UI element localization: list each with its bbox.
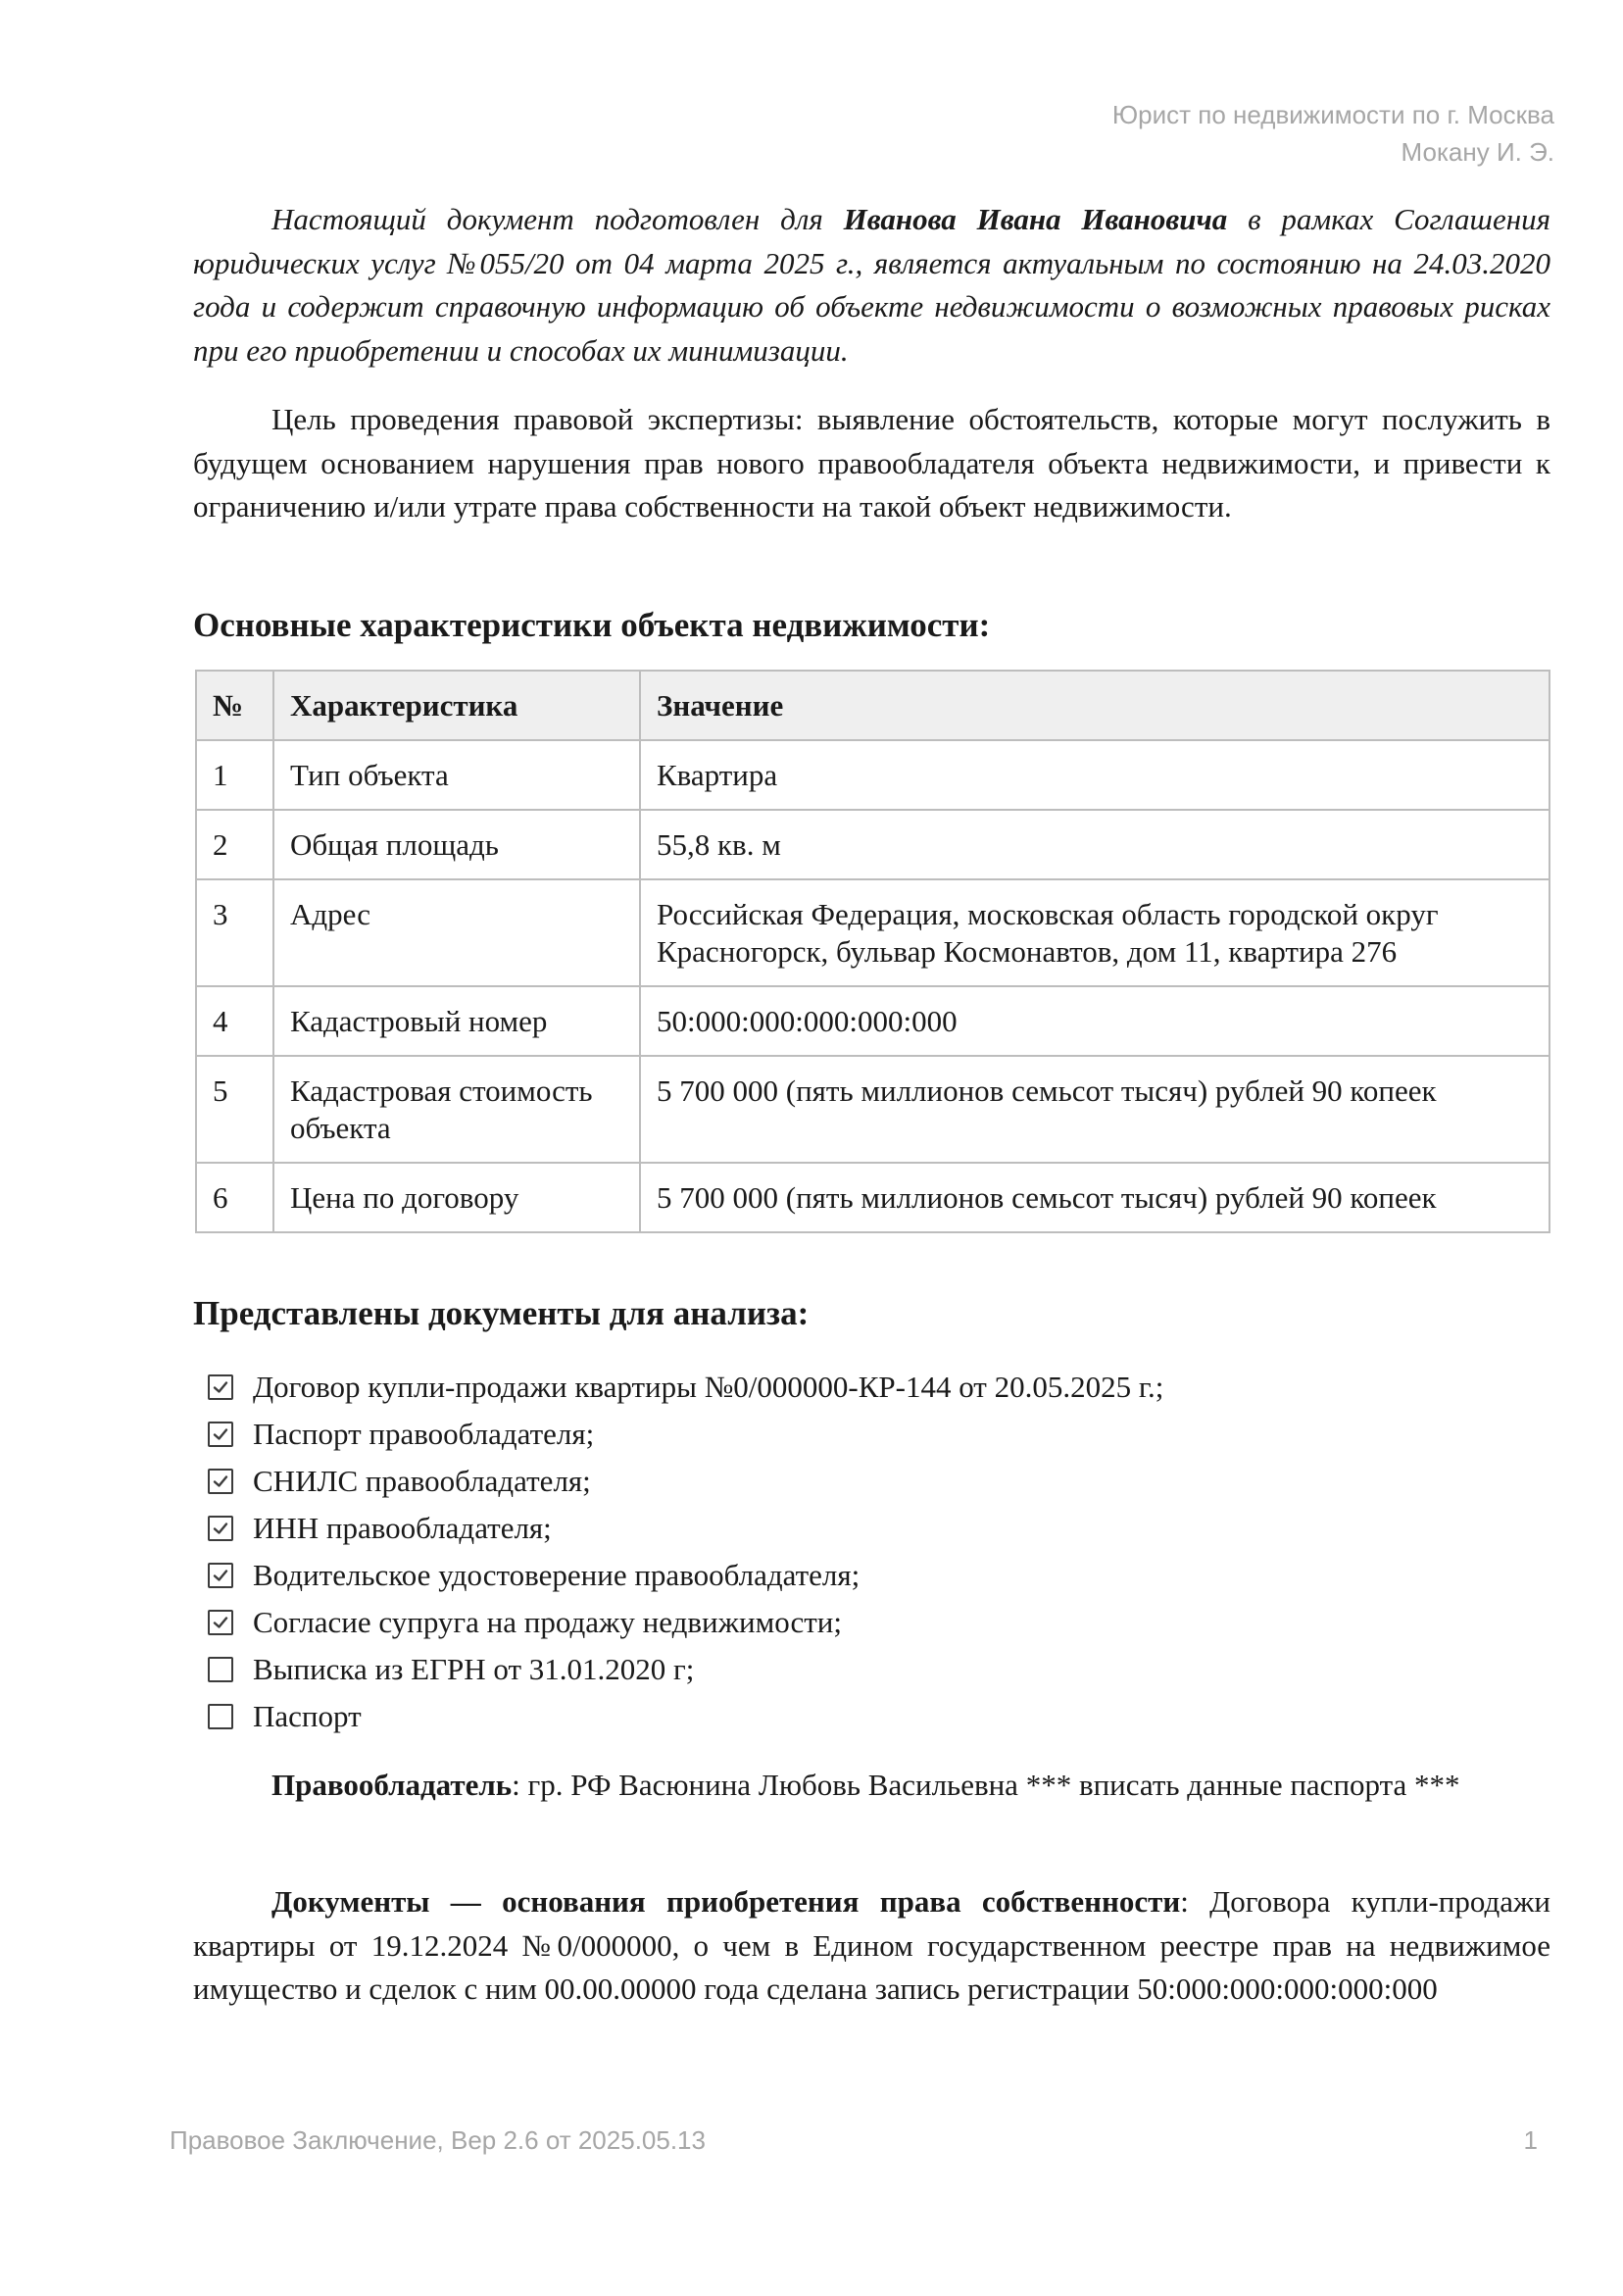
- table-row: [196, 1163, 1549, 1232]
- ownership-basis-label: Документы — основания приобретения права собственности: [271, 1884, 1181, 1919]
- cell-value: Российская Федерация, московская область городской округ Красногорск, бульвар Космонавтов, дом 11, квартира 276: [640, 879, 1549, 986]
- checkbox-checked-icon[interactable]: [208, 1563, 233, 1588]
- checklist-item-label: Договор купли-продажи квартиры №0/000000-КР-144 от 20.05.2025 г.;: [253, 1370, 1164, 1404]
- header-line-2: Мокану И. Э.: [1401, 137, 1554, 167]
- cell-value: 5 700 000 (пять миллионов семьсот тысяч) рублей 90 копеек: [640, 1163, 1549, 1232]
- documents-checklist: [208, 1364, 1163, 1740]
- cell-value: Квартира: [640, 740, 1549, 810]
- section-title-documents: Представлены документы для анализа:: [193, 1294, 810, 1332]
- intro-text-before: Настоящий документ подготовлен для: [271, 202, 844, 236]
- client-name: Иванова Ивана Ивановича: [843, 202, 1228, 236]
- section-title-characteristics: Основные характеристики объекта недвижимости:: [193, 606, 991, 644]
- property-characteristics-table: [195, 670, 1550, 1233]
- checklist-item: [208, 1364, 1163, 1411]
- table-row: [196, 879, 1549, 986]
- table-row: [196, 740, 1549, 810]
- table-row: [196, 810, 1549, 879]
- checkbox-unchecked-icon[interactable]: [208, 1704, 233, 1729]
- checklist-item: [208, 1599, 1163, 1646]
- checkbox-checked-icon[interactable]: [208, 1516, 233, 1541]
- goal-paragraph: Цель проведения правовой экспертизы: выявление обстоятельств, которые могут послужить в будущем основанием нарушения прав нового правообладателя объекта недвижимости, и привести к ограничению и/или утрате права собственности на такой объект недвижимости.: [193, 402, 1550, 524]
- owner-paragraph: [193, 1764, 1550, 1808]
- cell-characteristic: Кадастровый номер: [273, 986, 640, 1056]
- page-number: 1: [1523, 2125, 1538, 2155]
- cell-characteristic: Тип объекта: [273, 740, 640, 810]
- column-header-characteristic: Характеристика: [273, 671, 640, 740]
- checklist-item: [208, 1693, 1163, 1740]
- table-row: [196, 986, 1549, 1056]
- checkbox-checked-icon[interactable]: [208, 1374, 233, 1400]
- table-header-row: [196, 671, 1549, 740]
- cell-number: 2: [196, 810, 273, 879]
- checklist-item-label: Паспорт: [253, 1699, 362, 1733]
- column-header-value: Значение: [640, 671, 1549, 740]
- ownership-basis-paragraph: [193, 1880, 1550, 2012]
- cell-value: 55,8 кв. м: [640, 810, 1549, 879]
- checkbox-unchecked-icon[interactable]: [208, 1657, 233, 1682]
- page-header: [672, 96, 1554, 171]
- column-header-number: №: [196, 671, 273, 740]
- checklist-item: [208, 1411, 1163, 1458]
- cell-characteristic: Общая площадь: [273, 810, 640, 879]
- checkbox-checked-icon[interactable]: [208, 1422, 233, 1447]
- cell-characteristic: Цена по договору: [273, 1163, 640, 1232]
- checklist-item: [208, 1646, 1163, 1693]
- checklist-item-label: Паспорт правообладателя;: [253, 1417, 595, 1451]
- cell-characteristic: Адрес: [273, 879, 640, 986]
- cell-number: 3: [196, 879, 273, 986]
- checklist-item-label: СНИЛС правообладателя;: [253, 1464, 591, 1498]
- checklist-item-label: ИНН правообладателя;: [253, 1511, 552, 1545]
- header-line-1: Юрист по недвижимости по г. Москва: [1111, 100, 1554, 129]
- intro-text-after: в рамках Соглашения юридических услуг №055/20 от 04 марта 2025 г., является актуальным по состоянию на 24.03.2020 года и содержит справочную информацию об объекте недвижимости о возможных правовых рисках при его приобретении и способах их минимизации.: [193, 202, 1550, 368]
- cell-number: 5: [196, 1056, 273, 1163]
- cell-number: 6: [196, 1163, 273, 1232]
- checklist-item-label: Водительское удостоверение правообладателя;: [253, 1558, 861, 1592]
- owner-text: : гр. РФ Васюнина Любовь Васильевна *** вписать данные паспорта ***: [512, 1768, 1460, 1802]
- ownership-basis-text: : Договора купли-продажи квартиры от 19.12.2024 №0/000000, о чем в Едином государственном реестре прав на недвижимое имущество и сделок с ним 00.00.00000 года сделана запись регистрации 50:000:000:000:000:000: [193, 1884, 1550, 2006]
- footer-version: Правовое Заключение, Вер 2.6 от 2025.05.13: [170, 2125, 706, 2155]
- checklist-item-label: Согласие супруга на продажу недвижимости;: [253, 1605, 843, 1639]
- cell-value: 5 700 000 (пять миллионов семьсот тысяч) рублей 90 копеек: [640, 1056, 1549, 1163]
- table-row: [196, 1056, 1549, 1163]
- cell-characteristic: Кадастровая стоимость объекта: [273, 1056, 640, 1163]
- cell-number: 4: [196, 986, 273, 1056]
- cell-value: 50:000:000:000:000:000: [640, 986, 1549, 1056]
- page-footer: [170, 2125, 1538, 2156]
- checkbox-checked-icon[interactable]: [208, 1610, 233, 1635]
- checklist-item-label: Выписка из ЕГРН от 31.01.2020 г;: [253, 1652, 695, 1686]
- checkbox-checked-icon[interactable]: [208, 1469, 233, 1494]
- checklist-item: [208, 1505, 1163, 1552]
- owner-label: Правообладатель: [271, 1768, 513, 1802]
- cell-number: 1: [196, 740, 273, 810]
- intro-paragraph: [193, 198, 1550, 373]
- checklist-item: [208, 1458, 1163, 1505]
- checklist-item: [208, 1552, 1163, 1599]
